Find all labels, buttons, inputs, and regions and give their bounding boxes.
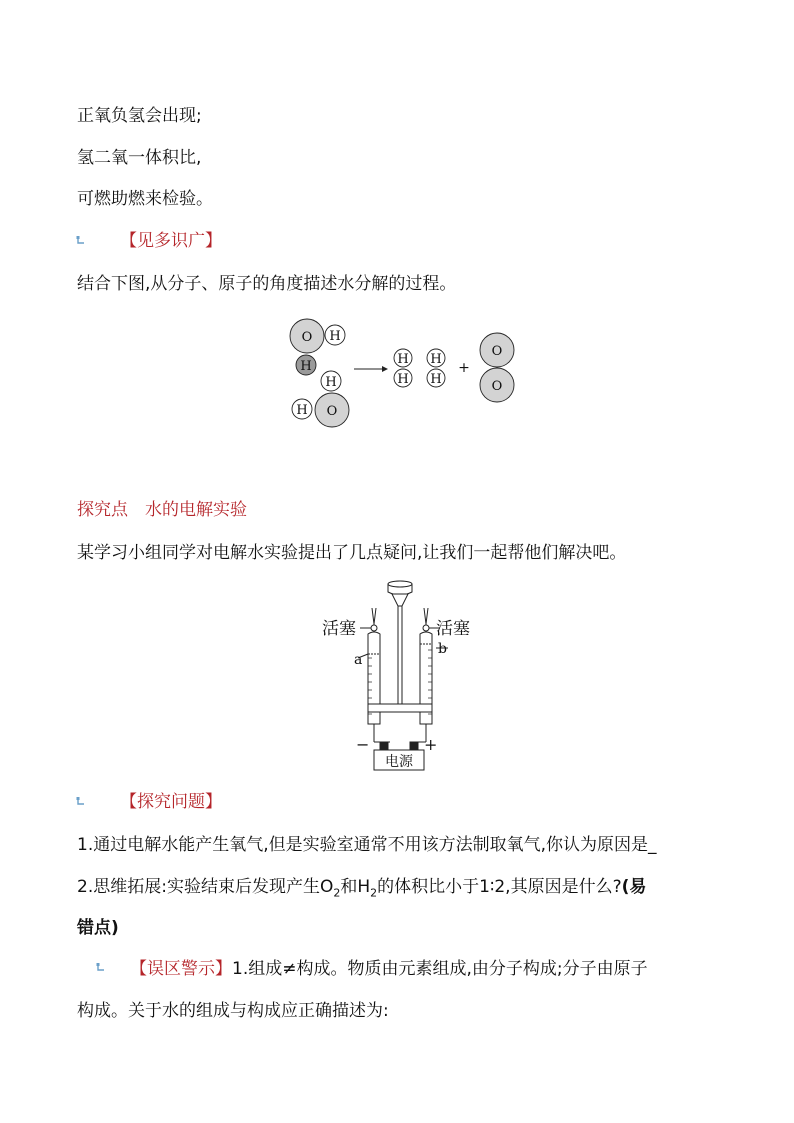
svg-text:O: O bbox=[491, 379, 503, 394]
section-marker-icon bbox=[75, 236, 85, 246]
section-heading-jianduo: 【见多识广】 bbox=[120, 231, 222, 251]
electrode-minus: − bbox=[356, 735, 370, 754]
mnemonic-line-3: 可燃助燃来检验。 bbox=[77, 189, 213, 209]
stopcock-right-label: 活塞 bbox=[436, 619, 470, 639]
mnemonic-line-1: 正氧负氢会出现; bbox=[77, 106, 202, 126]
electrode-plus: + bbox=[424, 735, 438, 754]
stopcock-left-label: 活塞 bbox=[322, 619, 356, 639]
section-marker-icon bbox=[75, 797, 85, 807]
water-decomposition-diagram bbox=[284, 314, 524, 434]
plus-sign: + bbox=[458, 360, 470, 376]
warning-heading: 【误区警示】 bbox=[130, 959, 232, 979]
svg-text:O: O bbox=[326, 404, 338, 419]
section-intro: 某学习小组同学对电解水实验提出了几点疑问,让我们一起帮他们解决吧。 bbox=[77, 543, 627, 563]
error-prone-tag-cont: 错点) bbox=[77, 918, 119, 938]
warning-line-2: 构成。关于水的组成与构成应正确描述为: bbox=[77, 1001, 389, 1021]
section-title-tanjiudian: 探究点 水的电解实验 bbox=[77, 500, 247, 520]
error-prone-tag: (易 bbox=[621, 877, 647, 897]
svg-text:H: H bbox=[430, 372, 442, 387]
mnemonic-line-2: 氢二氧一体积比, bbox=[77, 148, 202, 168]
tube-a-label: a bbox=[354, 652, 363, 668]
section-heading-tanjiu: 【探究问题】 bbox=[120, 792, 222, 812]
svg-text:H: H bbox=[296, 403, 308, 418]
svg-text:H: H bbox=[300, 359, 312, 374]
section-prompt: 结合下图,从分子、原子的角度描述水分解的过程。 bbox=[77, 274, 457, 294]
tube-b-label: b bbox=[438, 641, 447, 657]
svg-text:O: O bbox=[491, 344, 503, 359]
power-supply-label: 电源 bbox=[385, 754, 413, 770]
svg-text:H: H bbox=[329, 329, 341, 344]
svg-text:H: H bbox=[430, 352, 442, 367]
svg-text:H: H bbox=[397, 352, 409, 367]
atom-o-label: O bbox=[301, 330, 313, 345]
svg-text:H: H bbox=[397, 372, 409, 387]
question-1: 1.通过电解水能产生氧气,但是实验室通常不用该方法制取氧气,你认为原因是_ bbox=[77, 835, 657, 855]
question-2: 2.思维拓展:实验结束后发现产生$O_2$和$H_2$的体积比小于1∶2,其原因是什么?(易 bbox=[77, 877, 647, 900]
electrolysis-apparatus-diagram bbox=[318, 578, 483, 774]
section-marker-icon bbox=[95, 963, 105, 973]
svg-text:H: H bbox=[325, 375, 337, 390]
warning-line-1: 【误区警示】1.组成≠构成。物质由元素组成,由分子构成;分子由原子 bbox=[130, 959, 648, 979]
